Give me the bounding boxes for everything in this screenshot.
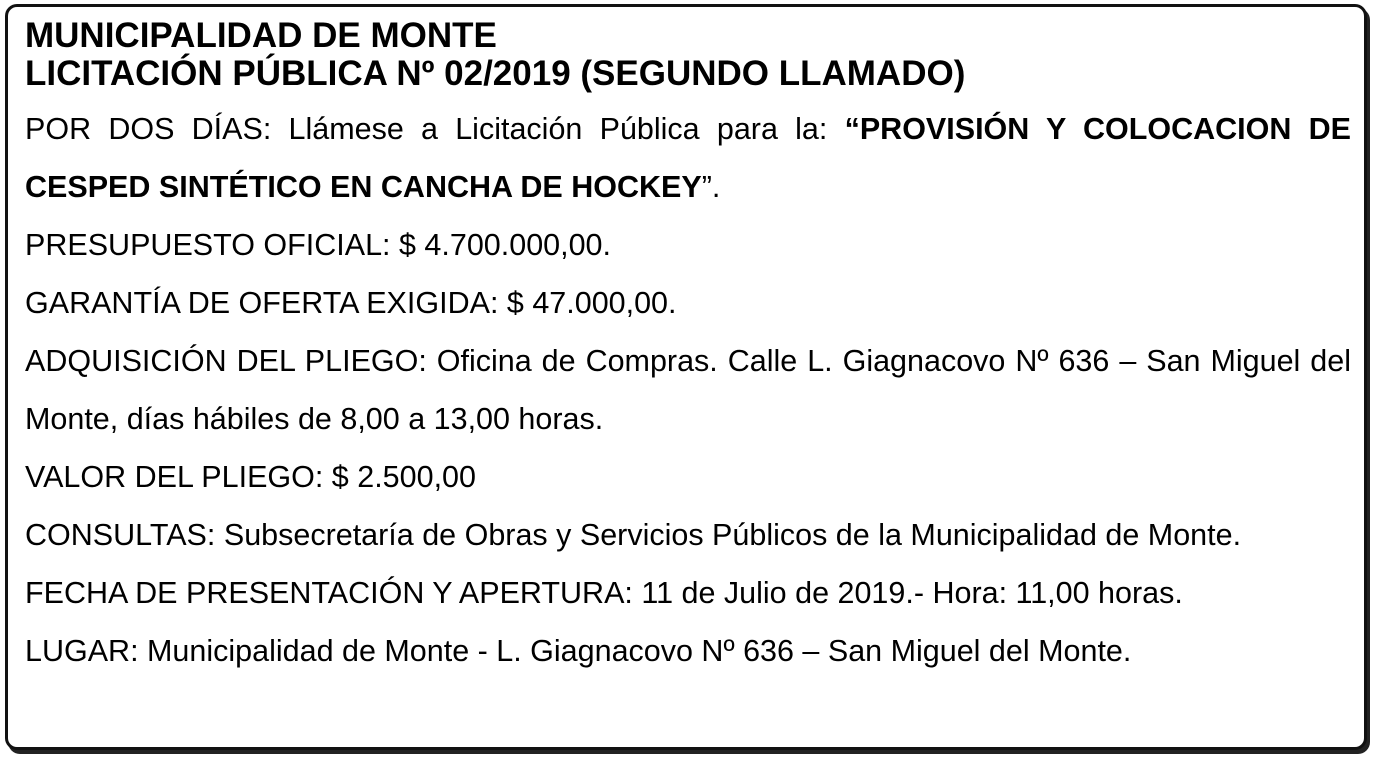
document-price: VALOR DEL PLIEGO: $ 2.500,00 [25, 460, 476, 494]
document-acquisition: ADQUISICIÓN DEL PLIEGO: Oficina de Compras. Calle L. Giagnacovo Nº 636 – San Miguel del Monte, días hábiles de 8,00 a 13,00 horas. [25, 344, 1351, 436]
intro-paragraph [25, 100, 1351, 216]
notice-content [25, 17, 1351, 680]
opening-place: LUGAR: Municipalidad de Monte - L. Giagnacovo Nº 636 – San Miguel del Monte. [25, 634, 1132, 668]
intro-lead: POR DOS DÍAS: Llámese a Licitación Pública para la: [25, 112, 845, 146]
tender-object: “PROVISIÓN Y COLOCACION DE CESPED SINTÉTICO EN CANCHA DE HOCKEY [25, 112, 1351, 204]
municipality-title: MUNICIPALIDAD DE MONTE [25, 16, 497, 55]
opening-date: FECHA DE PRESENTACIÓN Y APERTURA: 11 de Julio de 2019.- Hora: 11,00 horas. [25, 576, 1183, 610]
tender-title: LICITACIÓN PÚBLICA Nº 02/2019 (SEGUNDO LLAMADO) [25, 54, 966, 93]
official-budget: PRESUPUESTO OFICIAL: $ 4.700.000,00. [25, 228, 611, 262]
notice-box [5, 4, 1367, 750]
intro-tail: ”. [701, 170, 721, 204]
offer-guarantee: GARANTÍA DE OFERTA EXIGIDA: $ 47.000,00. [25, 286, 677, 320]
inquiries: CONSULTAS: Subsecretaría de Obras y Servicios Públicos de la Municipalidad de Monte. [25, 518, 1242, 552]
notice-body [25, 100, 1351, 680]
